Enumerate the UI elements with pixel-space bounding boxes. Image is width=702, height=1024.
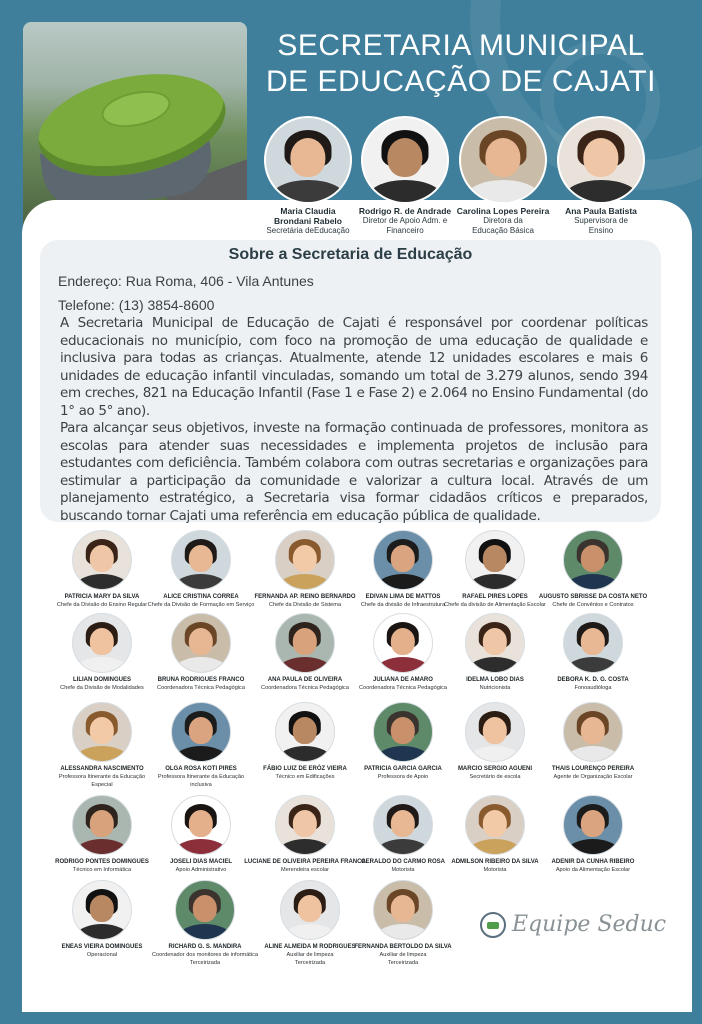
member-role: Fonoaudióloga xyxy=(574,685,612,691)
member-role: Coordenadora Técnica Pedagógica xyxy=(359,685,447,691)
avatar xyxy=(72,880,132,940)
member-role: Chefe da Divisão de Sistema xyxy=(268,602,342,608)
member-role: Chefe da divisão de Alimentação Escolar xyxy=(444,602,546,608)
member-role: Técnico em Edificações xyxy=(275,774,335,780)
leader-name: Carolina Lopes Pereira xyxy=(456,206,550,216)
avatar xyxy=(465,702,525,762)
member-role: Terceirizada xyxy=(294,960,326,966)
member-role: Terceirizada xyxy=(189,960,221,966)
team-member-card xyxy=(528,795,658,874)
member-name: RAFAEL PIRES LOPES xyxy=(462,594,528,600)
leader-role: Educação Básica xyxy=(472,226,534,235)
avatar xyxy=(563,795,623,855)
member-role: Coordenadora Técnica Pedagógica xyxy=(157,685,245,691)
member-role: Motorista xyxy=(391,867,415,873)
member-name: ANA PAULA DE OLIVEIRA xyxy=(267,677,343,683)
address-text: Endereço: Rua Roma, 406 - Vila Antunes xyxy=(58,273,314,289)
member-name: MARCIO SERGIO AGUENI xyxy=(457,766,533,772)
avatar xyxy=(465,795,525,855)
member-role: Secretário de escola xyxy=(469,774,521,780)
member-name: EDIVAN LIMA DE MATTOS xyxy=(365,594,441,600)
avatar xyxy=(264,116,352,204)
member-name: THAIS LOURENÇO PEREIRA xyxy=(551,766,635,772)
avatar xyxy=(459,116,547,204)
member-role: Apoio Administrativo xyxy=(175,867,227,873)
member-role: Motorista xyxy=(483,867,507,873)
member-role: Operacional xyxy=(86,952,118,958)
member-name: OLGA ROSA KOTI PIRES xyxy=(165,766,237,772)
avatar xyxy=(275,702,335,762)
leader-card xyxy=(553,116,649,236)
member-name: FERNANDA BERTOLDO DA SILVA xyxy=(354,944,452,950)
leader-name: Ana Paula Batista xyxy=(565,206,637,216)
member-name: DEBORA K. D. G. COSTA xyxy=(557,677,629,683)
member-role: Chefe da Divisão de Formação em Serviço xyxy=(147,602,255,608)
member-name: IDELMA LOBO DIAS xyxy=(466,677,524,683)
leader-card xyxy=(260,116,356,236)
avatar xyxy=(171,530,231,590)
leader-role: Supervisora de xyxy=(574,216,628,225)
member-name: ALINE ALMEIDA M RODRIGUES xyxy=(264,944,356,950)
member-role: Técnico em Informática xyxy=(72,867,132,873)
avatar xyxy=(72,530,132,590)
avatar xyxy=(557,116,645,204)
team-member-card xyxy=(528,702,658,781)
about-paragraph-1: A Secretaria Municipal de Educação de Cajati é responsável por coordenar políticas educacionais no município, com foco na promoção de uma educação de qualidade e inclusiva para todas as crianças. Atualmente, atende 12 unidades escolares e mais 6 unidades de educação infantil vinculadas, somando um total de 3.279 alunos, sendo 394 em creches, 821 na Educação Infantil (Fase 1 e Fase 2) e 2.064 no Ensino Fundamental (do 1° ao 5° ano). xyxy=(60,315,648,419)
leader-role: Secretária deEducação xyxy=(266,226,350,235)
member-role: Agente de Organização Escolar xyxy=(553,774,633,780)
avatar xyxy=(373,795,433,855)
avatar xyxy=(72,795,132,855)
member-name: BRUNA RODRIGUES FRANCO xyxy=(157,677,245,683)
avatar xyxy=(563,702,623,762)
leader-name: Brondani Rabelo xyxy=(273,216,342,226)
member-role: Professora Itinerante da Educação xyxy=(157,774,245,780)
leader-role: Diretor de Apoio Adm. e xyxy=(362,216,448,225)
team-member-card xyxy=(338,880,468,967)
member-role: Coordenadora Técnica Pedagógica xyxy=(261,685,349,691)
member-name: LILIAN DOMINGUES xyxy=(73,677,131,683)
page-title: SECRETARIA MUNICIPAL DE EDUCAÇÃO DE CAJATI xyxy=(266,29,656,98)
member-name: AUGUSTO SBRISSE DA COSTA NETO xyxy=(538,594,648,600)
team-label: Equipe Seduc xyxy=(512,912,667,937)
avatar xyxy=(275,795,335,855)
avatar xyxy=(171,702,231,762)
leader-card xyxy=(357,116,453,236)
avatar xyxy=(72,613,132,673)
member-name: JULIANA DE AMARO xyxy=(373,677,433,683)
member-role: Terceirizada xyxy=(387,960,419,966)
member-name: GERALDO DO CARMO ROSA xyxy=(361,859,445,865)
member-name: ADENIR DA CUNHA RIBEIRO xyxy=(551,859,635,865)
leader-card xyxy=(455,116,551,236)
member-role: Professora Itinerante da Educação xyxy=(58,774,146,780)
member-role: Auxiliar de limpeza xyxy=(379,952,427,958)
avatar xyxy=(373,613,433,673)
phone-text: Telefone: (13) 3854-8600 xyxy=(58,297,215,313)
avatar xyxy=(465,530,525,590)
avatar xyxy=(275,613,335,673)
leader-name: Maria Claudia xyxy=(280,206,336,216)
about-paragraph-2: Para alcançar seus objetivos, investe na formação continuada de professores, monitora as escolas para atender suas necessidades e implementa projetos de inclusão para estudantes com deficiência. Também colabora com outras secretarias e organizações para estimular a participação da comunidade e valorizar a cultura local. Através de um planejamento estratégico, a Secretaria visa formar cidadãos críticos e preparados, buscando tornar Cajati uma referência em educação pública de qualidade. xyxy=(60,420,648,524)
leader-role: Financeiro xyxy=(386,226,424,235)
leader-name: Rodrigo R. de Andrade xyxy=(358,206,452,216)
member-name: ADMILSON RIBEIRO DA SILVA xyxy=(451,859,539,865)
avatar xyxy=(563,530,623,590)
avatar xyxy=(275,530,335,590)
member-name: FÁBIO LUIZ DE ERÓZ VIEIRA xyxy=(263,766,347,772)
member-name: ALICE CRISTINA CORREA xyxy=(163,594,239,600)
member-role: inclusiva xyxy=(190,782,212,788)
avatar xyxy=(465,613,525,673)
member-role: Chefe da Divisão do Ensino Regular xyxy=(56,602,148,608)
member-name: RICHARD G. S. MANDIRA xyxy=(168,944,242,950)
leader-role: Ensino xyxy=(588,226,614,235)
team-member-card xyxy=(528,613,658,692)
avatar xyxy=(373,530,433,590)
member-role: Chefe da divisão de Infraestrutura xyxy=(360,602,446,608)
avatar xyxy=(171,613,231,673)
member-name: RODRIGO PONTES DOMINGUES xyxy=(55,859,149,865)
avatar xyxy=(72,702,132,762)
member-name: PATRICIA GARCIA GARCIA xyxy=(364,766,442,772)
member-role: Apoio da Alimentação Escolar xyxy=(555,867,631,873)
member-name: ENEAS VIEIRA DOMINGUES xyxy=(61,944,143,950)
member-role: Nutricionista xyxy=(479,685,511,691)
member-name: ALESSANDRA NASCIMENTO xyxy=(60,766,144,772)
member-role: Coordenador dos monitores de informática xyxy=(151,952,259,958)
avatar xyxy=(171,795,231,855)
avatar xyxy=(175,880,235,940)
avatar xyxy=(373,880,433,940)
member-role: Auxiliar de limpeza xyxy=(286,952,334,958)
member-role: Chefe de Convênios e Contratos xyxy=(552,602,634,608)
member-name: JOSELI DIAS MACIEL xyxy=(169,859,232,865)
avatar xyxy=(373,702,433,762)
member-role: Chefe da Divisão de Modalidades xyxy=(60,685,144,691)
seduc-logo-icon xyxy=(480,912,506,938)
avatar xyxy=(563,613,623,673)
member-name: PATRICIA MARY DA SILVA xyxy=(64,594,140,600)
avatar xyxy=(280,880,340,940)
member-role: Especial xyxy=(91,782,113,788)
member-name: LUCIANE DE OLIVEIRA PEREIRA FRANCA xyxy=(244,859,366,865)
member-name: FERNANDA AP. REINO BERNARDO xyxy=(254,594,356,600)
avatar xyxy=(361,116,449,204)
leader-role: Diretora da xyxy=(483,216,523,225)
about-title: Sobre a Secretaria de Educação xyxy=(228,246,473,263)
team-member-card xyxy=(528,530,658,609)
member-role: Professora de Apoio xyxy=(377,774,429,780)
member-role: Merendeira escolar xyxy=(281,867,329,873)
